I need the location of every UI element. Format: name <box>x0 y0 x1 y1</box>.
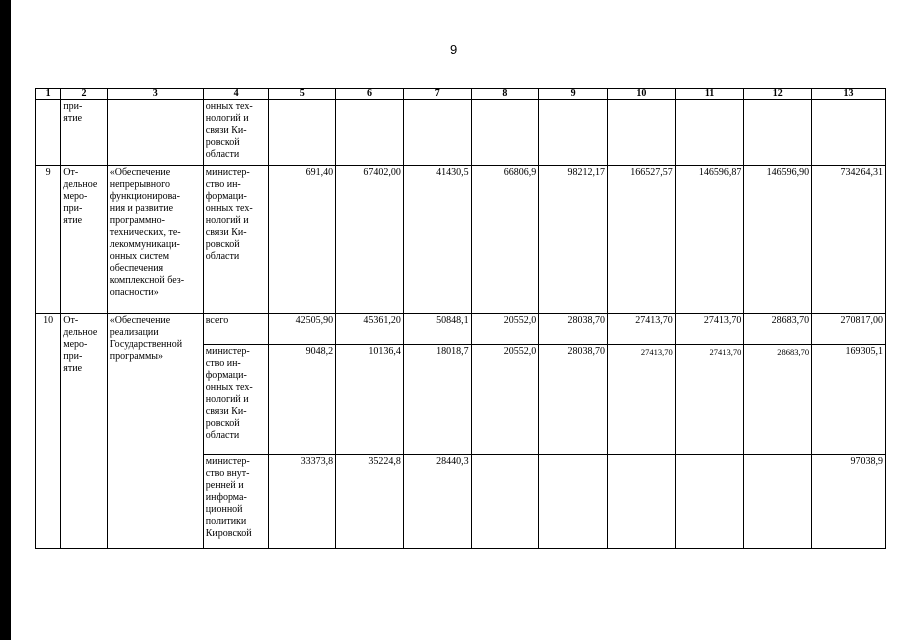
value-cell: 146596,87 <box>675 166 744 314</box>
scan-edge-bar <box>0 0 11 640</box>
budget-table <box>35 88 886 549</box>
continuation-row <box>36 100 886 166</box>
value-cell: 28038,70 <box>539 314 608 345</box>
value-cell: 27413,70 <box>675 345 744 455</box>
header-cell: 5 <box>269 89 336 100</box>
value-cell: 691,40 <box>269 166 336 314</box>
value-cell: 166527,57 <box>607 166 675 314</box>
table-row-10 <box>36 314 886 345</box>
header-cell: 10 <box>607 89 675 100</box>
value-cell: 20552,0 <box>471 314 539 345</box>
value-cell: 41430,5 <box>403 166 471 314</box>
measure-name-cell: «Обеспечение непрерывного функционирова- ния и развитие программно- технических, те- лекоммуникаци- онных систем обеспечения комплексной без- опасности» <box>107 166 203 314</box>
value-cell: 50848,1 <box>403 314 471 345</box>
value-cell: 20552,0 <box>471 345 539 455</box>
value-cell: 33373,8 <box>269 455 336 549</box>
value-cell: 27413,70 <box>607 314 675 345</box>
row-number: 9 <box>36 166 61 314</box>
value-cell: 270817,00 <box>812 314 886 345</box>
value-cell: 18018,7 <box>403 345 471 455</box>
value-cell: 169305,1 <box>812 345 886 455</box>
value-cell <box>675 455 744 549</box>
header-cell: 3 <box>107 89 203 100</box>
value-cell: 45361,20 <box>336 314 404 345</box>
value-cell: 27413,70 <box>675 314 744 345</box>
header-cell: 2 <box>61 89 107 100</box>
value-cell: 28440,3 <box>403 455 471 549</box>
value-cell: 146596,90 <box>744 166 812 314</box>
value-cell: 66806,9 <box>471 166 539 314</box>
header-cell: 4 <box>203 89 269 100</box>
row-number: 10 <box>36 314 61 549</box>
value-cell: 35224,8 <box>336 455 404 549</box>
header-cell: 9 <box>539 89 608 100</box>
header-cell: 7 <box>403 89 471 100</box>
measure-type-cell: От- дельное меро- при- ятие <box>61 314 107 549</box>
header-cell: 8 <box>471 89 539 100</box>
value-cell: 28683,70 <box>744 314 812 345</box>
header-cell: 13 <box>812 89 886 100</box>
executor-cell: министер- ство ин- формаци- онных тех- нологий и связи Ки- ровской области <box>203 345 269 455</box>
value-cell <box>607 455 675 549</box>
value-cell: 28683,70 <box>744 345 812 455</box>
value-cell: 67402,00 <box>336 166 404 314</box>
header-cell: 1 <box>36 89 61 100</box>
executor-cell: министер- ство внут- ренней и информа- ционной политики Кировской <box>203 455 269 549</box>
table-row-9 <box>36 166 886 314</box>
executor-cell: всего <box>203 314 269 345</box>
value-cell: 9048,2 <box>269 345 336 455</box>
executor-cell: онных тех- нологий и связи Ки- ровской области <box>203 100 269 166</box>
value-cell: 42505,90 <box>269 314 336 345</box>
value-cell: 27413,70 <box>607 345 675 455</box>
value-cell: 98212,17 <box>539 166 608 314</box>
header-cell: 11 <box>675 89 744 100</box>
value-cell: 97038,9 <box>812 455 886 549</box>
header-row <box>36 89 886 100</box>
value-cell <box>471 455 539 549</box>
measure-type-cell: От- дельное меро- при- ятие <box>61 166 107 314</box>
value-cell <box>539 455 608 549</box>
header-cell: 6 <box>336 89 404 100</box>
header-cell: 12 <box>744 89 812 100</box>
measure-name-cell: «Обеспечение реализации Государственной программы» <box>107 314 203 549</box>
measure-type-cell: при- ятие <box>61 100 107 166</box>
value-cell: 28038,70 <box>539 345 608 455</box>
page-number: 9 <box>450 42 458 57</box>
value-cell: 734264,31 <box>812 166 886 314</box>
value-cell: 10136,4 <box>336 345 404 455</box>
executor-cell: министер- ство ин- формаци- онных тех- нологий и связи Ки- ровской области <box>203 166 269 314</box>
value-cell <box>744 455 812 549</box>
